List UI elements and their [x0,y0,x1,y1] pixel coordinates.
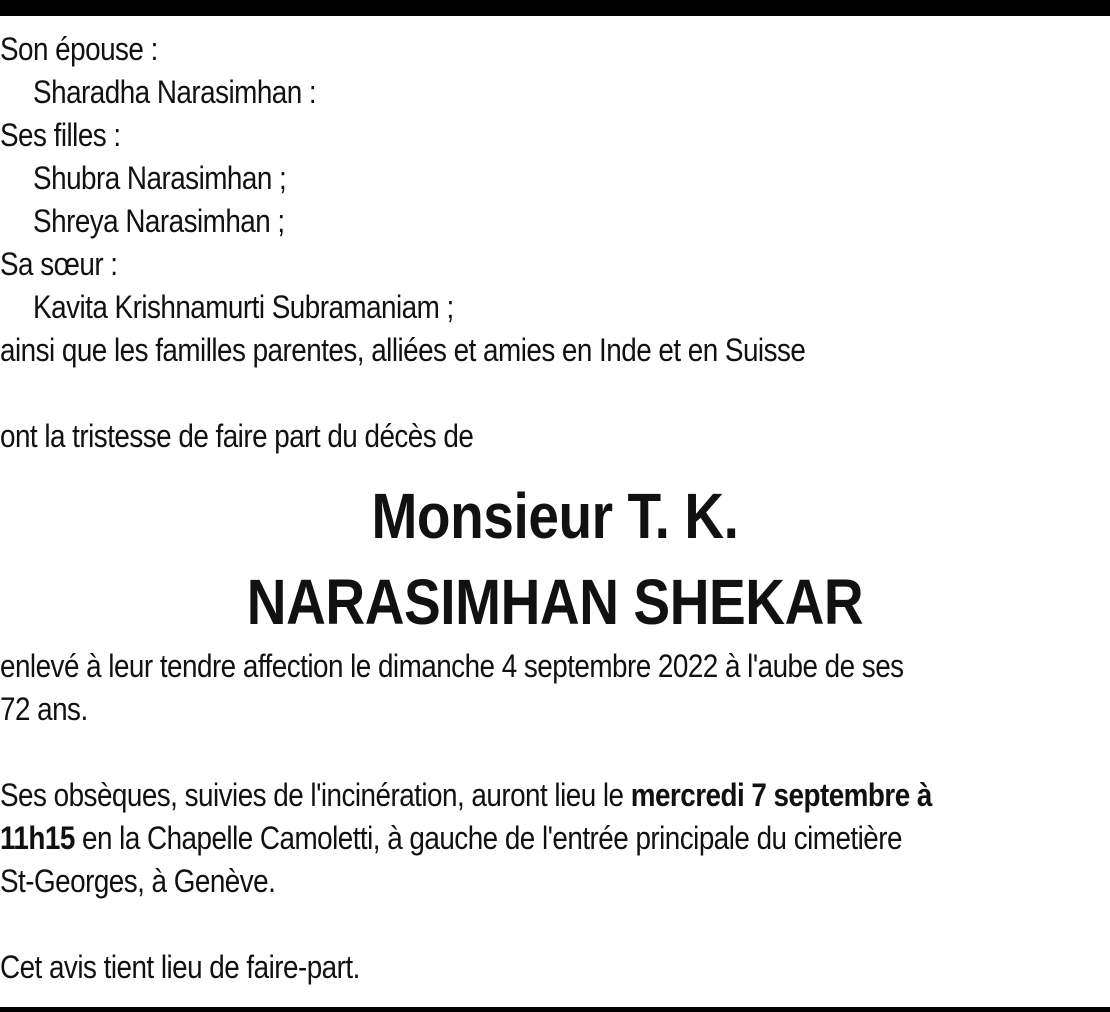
daughter-name-1: Shubra Narasimhan ; [33,160,287,196]
deceased-name [0,473,1110,645]
funeral-line-1 [0,774,1110,817]
spacer [0,372,1110,415]
spacer [0,731,1110,774]
sister-label: Sa sœur : [0,246,118,282]
spouse-label: Son épouse : [0,31,158,67]
details-section [0,645,1110,989]
funeral-date: mercredi 7 septembre à [630,777,932,813]
families-line: ainsi que les familles parentes, alliées et amies en Inde et en Suisse [0,332,806,368]
family-section [0,28,1110,458]
funeral-location: en la Chapelle Camoletti, à gauche de l'entrée principale du cimetière [74,820,902,856]
funeral-line-3: St-Georges, à Genève. [0,863,276,899]
top-border-rule [0,0,1110,16]
deceased-name-line-2: NARASIMHAN SHEKAR [246,566,864,638]
daughter-name-2: Shreya Narasimhan ; [33,203,285,239]
funeral-line-2 [0,817,1110,860]
daughters-label: Ses filles : [0,117,121,153]
announcement-line: ont la tristesse de faire part du décès de [0,418,474,454]
deceased-name-line-1: Monsieur T. K. [371,480,739,552]
passing-line-2: 72 ans. [0,691,88,727]
spouse-name: Sharadha Narasimhan : [33,74,317,110]
passing-line-1: enlevé à leur tendre affection le dimanche 4 septembre 2022 à l'aube de ses [0,648,904,684]
spacer [0,903,1110,946]
closing-line: Cet avis tient lieu de faire-part. [0,949,360,985]
funeral-time: 11h15 [0,820,75,856]
sister-name: Kavita Krishnamurti Subramaniam ; [33,289,454,325]
bottom-border-rule [0,1007,1110,1012]
funeral-line-1-text: Ses obsèques, suivies de l'incinération, auront lieu le [0,777,631,813]
